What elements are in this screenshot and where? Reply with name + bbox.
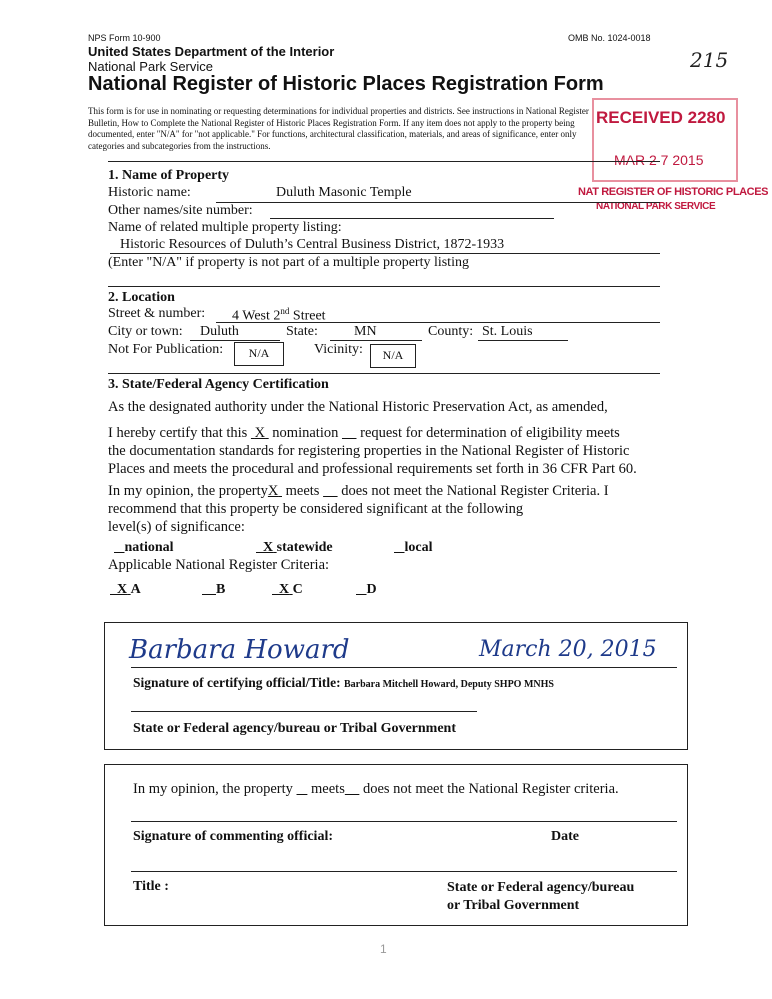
level-local[interactable]: [394, 540, 433, 556]
criteria-label: Applicable National Register Criteria:: [108, 557, 330, 573]
opinion-paragraph: [108, 482, 609, 536]
city-value: Duluth: [200, 324, 239, 339]
criterion-a-label: A: [130, 582, 141, 597]
street-row: [108, 306, 205, 322]
opinion-text-a: In my opinion, the property: [108, 483, 268, 499]
street-suffix: Street: [292, 308, 326, 324]
opinion-text-c: does not meet the National Register Criteria. I: [341, 483, 609, 499]
not-meet-mark[interactable]: [323, 483, 338, 499]
level-national-label: national: [124, 540, 174, 555]
section3-heading: 3. State/Federal Agency Certification: [108, 377, 329, 392]
level-local-label: local: [404, 540, 433, 555]
level-national[interactable]: [114, 540, 174, 556]
commenting-meets-mark[interactable]: [297, 781, 308, 797]
instructions: [88, 106, 589, 152]
instructions-line-3: documented, enter "N/A" for "not applicable." For functions, architectural classification, materials, and areas of significance, enter only: [88, 129, 577, 139]
opinion-line-3: level(s) of significance:: [108, 519, 245, 535]
historic-name-value: Duluth Masonic Temple: [276, 185, 412, 200]
opinion-line-2: recommend that this property be considered significant at the following: [108, 501, 524, 517]
page-number: 1: [380, 942, 387, 956]
criterion-b-label: B: [216, 582, 226, 597]
certifying-date: March 20, 2015: [479, 637, 657, 662]
county-value: St. Louis: [482, 324, 533, 339]
vicinity-box[interactable]: N/A: [370, 344, 416, 368]
commenting-signature-label: Signature of commenting official:: [133, 829, 333, 844]
form-title: National Register of Historic Places Registration Form: [88, 73, 604, 95]
certifying-agency-label: State or Federal agency/bureau or Tribal Government: [133, 721, 457, 736]
commenting-not-meet-mark[interactable]: [345, 781, 360, 797]
stamp-date: MAR 2 7 2015: [614, 152, 704, 168]
certify-text-b: nomination: [272, 425, 339, 441]
other-names-label: Other names/site number:: [108, 203, 253, 218]
commenting-opinion-a: In my opinion, the property: [133, 781, 293, 797]
nomination-mark[interactable]: [251, 425, 269, 441]
instructions-line-1: This form is for use in nominating or requesting determinations for individual properties and districts. See instructions in National Register: [88, 106, 589, 116]
state-value: MN: [354, 324, 377, 339]
commenting-opinion-b: meets: [311, 781, 345, 797]
not-for-publication-label: Not For Publication:: [108, 342, 224, 357]
meets-mark[interactable]: [268, 483, 282, 499]
instructions-line-4: categories and subcategories from the instructions.: [88, 140, 271, 151]
commenting-date-label: Date: [551, 829, 579, 844]
street-number: 4 West 2: [232, 308, 281, 324]
department: United States Department of the Interior: [88, 44, 335, 59]
criterion-b[interactable]: [202, 582, 225, 598]
instructions-line-2: Bulletin, How to Complete the National Register of Historic Places Registration Form. If any item does not apply to the property being: [88, 117, 575, 128]
service: National Park Service: [88, 59, 213, 74]
multiple-listing-label: Name of related multiple property listing:: [108, 220, 342, 235]
certify-paragraph: [108, 424, 637, 478]
determination-mark[interactable]: [342, 425, 357, 441]
multiple-listing-note: (Enter "N/A" if property is not part of a multiple property listing: [108, 255, 469, 270]
commenting-agency-line-1: State or Federal agency/bureau: [447, 880, 635, 895]
street-label: Street & number:: [108, 306, 206, 321]
meets-x: X: [267, 483, 279, 499]
historic-name-label: Historic name:: [108, 185, 191, 200]
opinion-text-b: meets: [285, 483, 320, 499]
street-sup: nd: [280, 306, 290, 316]
vicinity-label: Vicinity:: [314, 342, 363, 357]
form-number: NPS Form 10-900: [88, 33, 161, 43]
certify-line-2: the documentation standards for registering properties in the National Register of Historic: [108, 443, 630, 459]
commenting-box: [104, 764, 688, 926]
commenting-title-label: Title :: [133, 879, 169, 894]
commenting-opinion: [133, 781, 619, 798]
multiple-listing-value: Historic Resources of Duluth’s Central Business District, 1872-1933: [120, 237, 505, 252]
section2-heading: 2. Location: [108, 290, 175, 305]
certify-text-c: request for determination of eligibility meets: [360, 425, 620, 441]
certify-line-1: [108, 424, 637, 442]
county-label: County:: [428, 324, 474, 339]
stamp-line-2: NATIONAL PARK SERVICE: [596, 201, 716, 212]
level-statewide[interactable]: [256, 540, 333, 556]
criterion-c-x: X: [279, 582, 290, 597]
criterion-d-label: D: [366, 582, 377, 597]
certify-text-a: I hereby certify that this: [108, 425, 248, 441]
section1-heading: 1. Name of Property: [108, 168, 230, 183]
certifying-name-title: Barbara Mitchell Howard, Deputy SHPO MNHS: [343, 679, 554, 690]
criterion-a-x: X: [117, 582, 128, 597]
omb-number: OMB No. 1024-0018: [568, 33, 651, 43]
certifying-label: Signature of certifying official/Title:: [133, 675, 341, 690]
handwritten-page-id: 215: [690, 48, 729, 72]
commenting-opinion-c: does not meet the National Register criteria.: [362, 781, 619, 797]
opinion-line-1: [108, 482, 609, 500]
historic-name-row: [108, 185, 191, 201]
state-label: State:: [286, 324, 318, 339]
certifying-signature: Barbara Howard: [129, 635, 350, 665]
commenting-agency-line-2: or Tribal Government: [447, 898, 580, 913]
certifying-label-row: [133, 675, 554, 691]
not-for-publication-box[interactable]: N/A: [234, 342, 284, 366]
stamp-line-1: NAT REGISTER OF HISTORIC PLACES: [578, 186, 769, 198]
certifying-box: [104, 622, 688, 750]
authority-statement: As the designated authority under the National Historic Preservation Act, as amended,: [108, 399, 608, 415]
city-label: City or town:: [108, 324, 183, 339]
level-statewide-label: statewide: [276, 540, 333, 555]
level-statewide-x: X: [263, 540, 274, 555]
certify-line-3: Places and meets the procedural and professional requirements set forth in 36 CFR Part 60.: [108, 461, 637, 477]
criterion-c-label: C: [292, 582, 303, 597]
commenting-agency-label: [447, 879, 634, 915]
nomination-x: X: [254, 425, 266, 441]
criterion-a[interactable]: [110, 582, 141, 598]
criterion-c[interactable]: [272, 582, 303, 598]
stamp-received: RECEIVED 2280: [596, 108, 726, 127]
criterion-d[interactable]: [356, 582, 377, 598]
